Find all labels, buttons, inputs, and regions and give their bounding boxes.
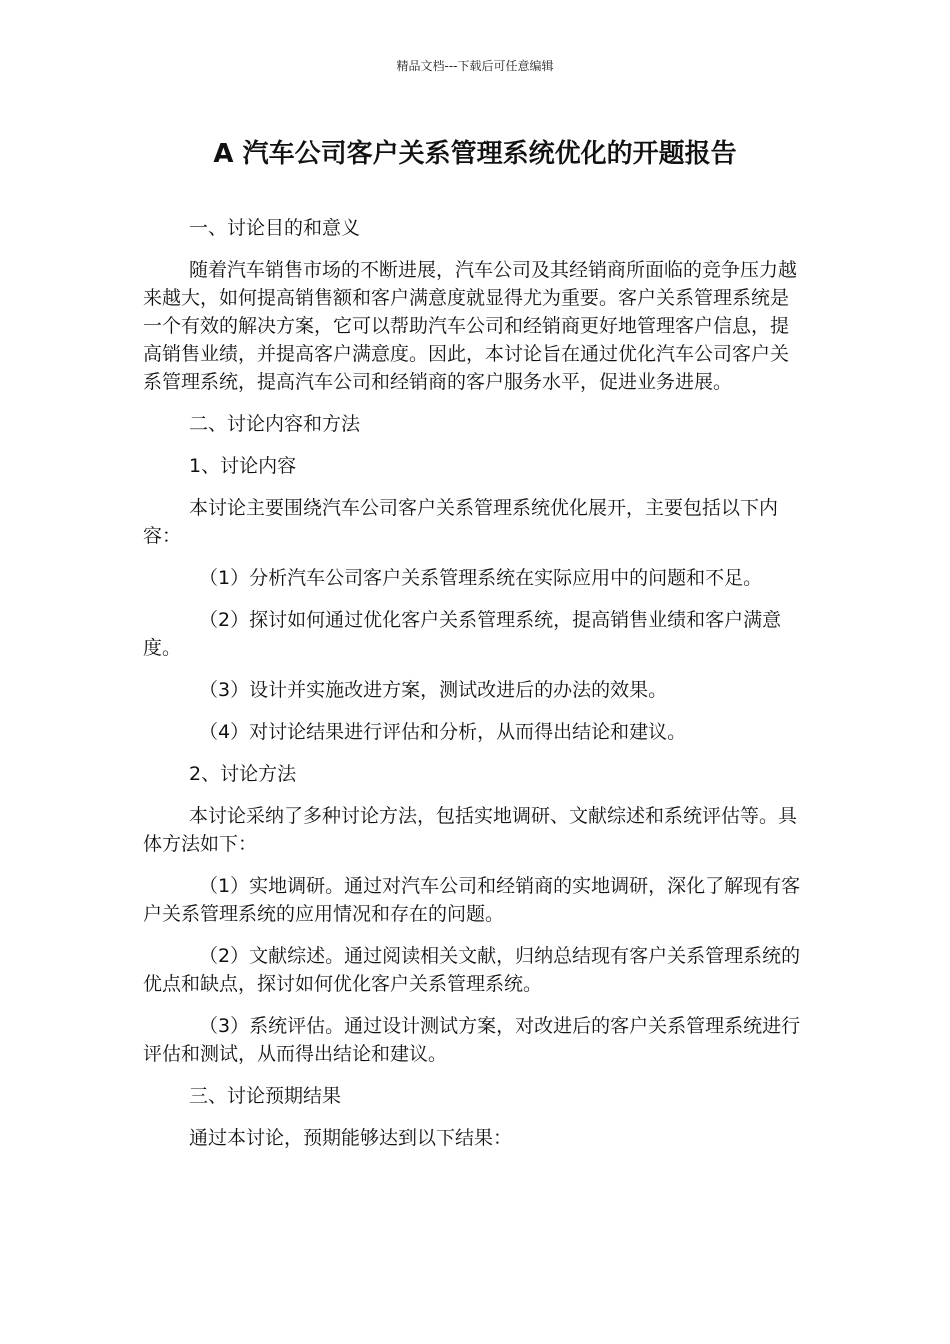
paragraph-content-intro: 本讨论主要围绕汽车公司客户关系管理系统优化展开，主要包括以下内容： xyxy=(143,497,779,547)
list-item-content-3: （3）设计并实施改进方案，测试改进后的办法的效果。 xyxy=(199,679,668,701)
paragraph-expected-intro: 通过本讨论，预期能够达到以下结果： xyxy=(189,1127,513,1149)
subsection-heading-method: 2、讨论方法 xyxy=(189,763,297,785)
section-heading-expected-results: 三、讨论预期结果 xyxy=(189,1085,342,1107)
paragraph-background: 随着汽车销售市场的不断进展，汽车公司及其经销商所面临的竞争压力越来越大，如何提高销售额和客户满意度就显得尤为重要。客户关系管理系统是一个有效的解决方案，它可以帮助汽车公司和经销商更好地管理客户信息，提高销售业绩，并提高客户满意度。因此，本讨论旨在通过优化汽车公司客户关系管理系统，提高汽车公司和经销商的客户服务水平，促进业务进展。 xyxy=(143,259,798,393)
section-heading-content-method: 二、讨论内容和方法 xyxy=(189,413,361,435)
list-item-content-2: （2）探讨如何通过优化客户关系管理系统，提高销售业绩和客户满意度。 xyxy=(143,609,782,659)
list-item-content-4: （4）对讨论结果进行评估和分析，从而得出结论和建议。 xyxy=(199,721,687,743)
document-title: A 汽车公司客户关系管理系统优化的开题报告 xyxy=(213,139,737,169)
subsection-heading-content: 1、讨论内容 xyxy=(189,455,297,477)
page-header: 精品文档---下载后可任意编辑 xyxy=(396,59,554,73)
list-item-method-2: （2）文献综述。通过阅读相关文献，归纳总结现有客户关系管理系统的优点和缺点，探讨如何优化客户关系管理系统。 xyxy=(143,945,801,995)
paragraph-method-intro: 本讨论采纳了多种讨论方法，包括实地调研、文献综述和系统评估等。具体方法如下： xyxy=(143,805,798,855)
list-item-content-1: （1）分析汽车公司客户关系管理系统在实际应用中的问题和不足。 xyxy=(199,567,763,589)
section-heading-purpose: 一、讨论目的和意义 xyxy=(189,217,361,239)
list-item-method-3: （3）系统评估。通过设计测试方案，对改进后的客户关系管理系统进行评估和测试，从而得出结论和建议。 xyxy=(143,1015,801,1065)
document-body xyxy=(143,214,807,1166)
list-item-method-1: （1）实地调研。通过对汽车公司和经销商的实地调研，深化了解现有客户关系管理系统的应用情况和存在的问题。 xyxy=(143,875,801,925)
